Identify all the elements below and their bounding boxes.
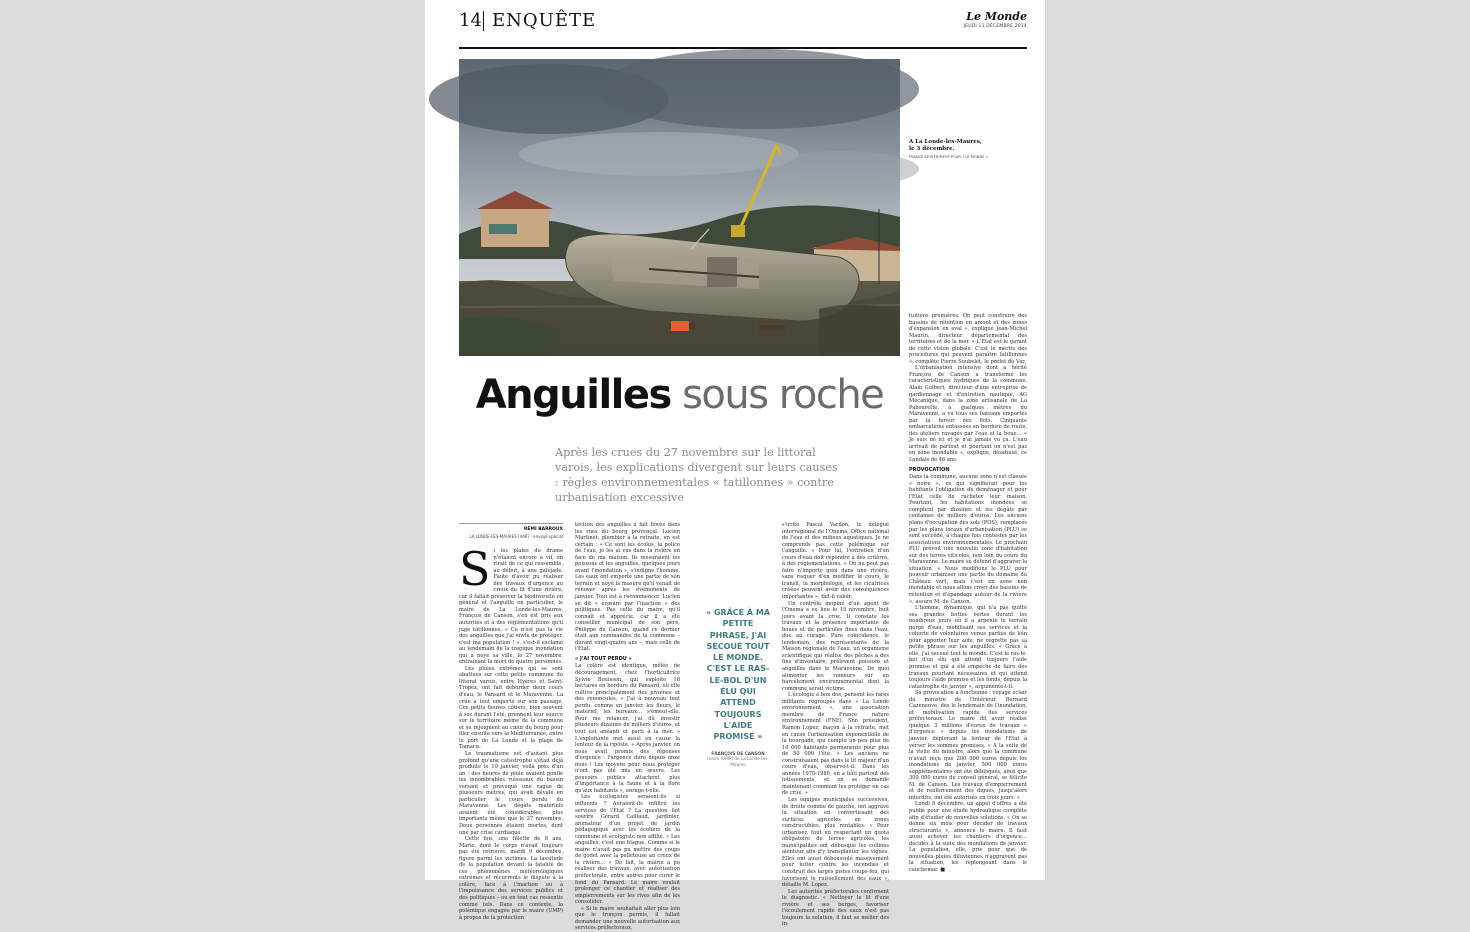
paragraph: tection des anguilles a fait florès dans les rues du bourg provençal. Lucien Martinet, plombier à la retraite, en est certain : « Ce sont les écolos, la police de l'eau, je les ai vus dans la rivière en face de ma maison. Ils mesuraient les poissons et les anguilles, quelques jours avant l'inondation », s'indigne l'homme. Les eaux ont emporté une partie de son terrain et noyé la masure qu'il venait de rénover après les événements de janvier. Tout est à recommencer. Lucien se dit « écœuré par l'inaction » des politiques. Pas celle du maire, qu'il connaît et apprécie, car il a été conseiller municipal de son père, Philippe de Canson, quand ce dernier était aux commandes de la commune – durant vingt-quatre ans –, mais celle de l'Etat. <box>575 522 680 653</box>
issue-date: JEUDI 11 DÉCEMBRE 2014 <box>963 24 1027 29</box>
newspaper-logo: Le Monde <box>966 10 1027 23</box>
paragraph: Les pluies extrêmes qui se sont abattues sur cette petite commune du littoral varois, entre Hyères et Saint-Tropez, ont fait déborder deux cours d'eau, le Pansard et le Maravenne. La crue a tout emporté sur son passage. Ces petits fleuves côtiers, bien souvent à sec durant l'été, prennent leur source sur le territoire même de la commune et se rejoignent au cœur du bourg pour filer ensuite vers la Méditerranée, entre le port de La Londe et la plage de Tamaris. <box>459 665 563 751</box>
headline-bold: Anguilles <box>475 372 671 418</box>
paragraph: La colère est identique, mêlée de découragement, chez l'horticultrice Sylvie Bouisson, qui exploite 18 hectares en bordure du Pansard, où elle cultive principalement des pivoines et des renoncules. « J'ai à nouveau tout perdu, comme en janvier, les fleurs, le matériel, les bureaux… s'émeut-elle. Pour me relancer, j'ai dû investir plusieurs dizaines de milliers d'euros, et tout est anéanti et parti à la mer. » L'exploitante met aussi en cause la lenteur de la riposte. « Après janvier, on nous avait promis des réponses d'urgence : l'urgence dure depuis onze mois ! Les moyens pour nous protéger n'ont pas été mis en œuvre. Les pouvoirs publics attachent plus d'importance à la faune et à la flore qu'aux habitants », enrage-t-elle. <box>575 663 680 794</box>
article-column-1 <box>459 542 563 921</box>
paragraph: Cette fois, une fillette de 8 ans, Marie, dont le corps n'avait toujours pas été retrouvé, mardi 9 décembre, figure parmi les victimes. La lassitude de la population devant la fatalité de ces phénomènes météorologiques extrêmes et récurrents le dispute à la colère, face à l'inaction ou à l'impuissance des services publics et des politiques – ou en tout cas ressentis comme tels. Dans ce contexte, la polémique engagée par le maire (UMP) à propos de la protection <box>459 836 563 921</box>
byline <box>459 523 563 539</box>
subheading: PROVOCATION <box>909 466 950 473</box>
article-standfirst: Après les crues du 27 novembre sur le littoral varois, les explications divergent sur leurs causes : règles environnementales « tatillonnes » contre urbanisation excessive <box>555 446 838 504</box>
caption-text: A La Londe-les-Maures, le 3 décembre. <box>909 139 982 152</box>
page-number: 14 <box>459 10 482 31</box>
header-rule <box>459 47 1027 49</box>
subheading: « J'AI TOUT PERDU » <box>575 655 632 662</box>
article-column-4 <box>909 313 1027 880</box>
paragraph: L'homme, dynamique, qui n'a pas quitté ses grandes bottes vertes durant les nombreux jours où il a arpenté le terrain gorgé d'eau, mobilisant ses services et la cohorte de volontaires venus parfois de loin pour apporter leur aide, ne regrette pas sa petite phrase sur les anguilles. « Grâce à elle, j'ai secoué tout le monde. C'est le ras-le-bol d'un élu qui attend toujours l'aide promise et qui a été empêché de faire des travaux pourtant nécessaires et qui attend toujours l'aide promise et les fonds, depuis la catastrophe de janvier », argumente-t-il. <box>909 605 1027 690</box>
paragraph: Lundi 8 décembre, un appel d'offres a été publié pour une étude hydraulique complète afin d'étudier de nouvelles solutions. « On se donne six mois pour décider de travaux structurants », annonce le maire. Il faut aussi achever les chantiers d'urgence… décidés à la suite des inondations de janvier. La population, elle, prie pour que de nouvelles pluies diluviennes n'aggravent pas la situation, les replongeant dans le cauchemar. ■ <box>909 801 1027 873</box>
paragraph: L'urbanisation intensive dont a hérité François de Canson a transformé les caractéristiques hydriques de la commune. Alain Guibert, directeur d'une entreprise de gardiennage et d'entretien nautique, AG Mécanique, dans la zone artisanale de La Pabourette, à quelques mètres du Maravenne, a vu tous ses bateaux emportés par la fureur des flots. Cinquante embarcations entassées en bordure de route, des ateliers ravagés par l'eau et la boue… « Je suis né ici et je n'ai jamais vu ça. L'eau arrivait de partout et pourtant on n'est pas en zone inondable », explique, désabusé, ce Londais de 46 ans. <box>909 365 1027 464</box>
paragraph: i les plaies du drame n'étaient encore à vif, on rirait de ce qui ressemble, au début, à une galéjade. Faute d'avoir pu réaliser des travaux d'urgence au creux du lit d'une rivière, car il fallait préserver la biodiversité en général et l'anguille en particulier, le maire de La Londe-les-Maures, François de Canson, s'en est pris aux autorités et à des réglementations qu'il juge tatillonnes. « Ce n'est pas la vie des anguilles que j'ai envie de protéger, c'est ma population ! », s'est-il exclamé au lendemain de la tragique inondation qui a noyé sa ville, le 27 novembre, entraînant la mort de quatre personnes. <box>459 548 563 666</box>
photo-caption <box>909 139 989 160</box>
paragraph: Sa provocation a fonctionné : voyage éclair du ministre de l'intérieur, Bernard Cazeneuve, dès le lendemain de l'inondation, et mobilisation rapide des services préfectoraux. Le maire dit avoir réalisé quelque 3 millions d'euros de travaux « d'urgence » depuis les inondations de janvier, déplorant la lenteur de l'Etat à verser les sommes promises. « A la suite de la visite du ministre, alors que la commune n'avait reçu que 200 000 euros depuis les inondations de janvier, 500 000 euros supplémentaires ont été débloqués, ainsi que 300 000 euros du conseil général, se félicite M. de Canson. Les travaux d'empierrement et de renforcement des digues, jusqu'alors interdits, ont été autorisés en trois jours. » <box>909 690 1027 801</box>
dateline: LA LONDE-LES-MAURES (VAR) - envoyé spécial <box>469 534 563 539</box>
paragraph: Un contrôle inopiné d'un agent de l'Onema a eu lieu le 19 novembre, huit jours avant la crue. Il constate les travaux et la présence importante de boues et de particules fines dans l'eau, due au curage. Pure coïncidence, le lendemain, des représentants de la Maison régionale de l'eau, un organisme scientifique qui réalise des pêches à des fins d'inventaire, prélèvent poissons et anguilles dans le Maravenne. De quoi alimenter les rumeurs sur un harcèlement environnemental dont la commune serait victime. <box>782 600 889 692</box>
header-separator <box>483 11 484 31</box>
newspaper-page <box>425 0 1045 932</box>
pull-quote <box>703 607 773 768</box>
paragraph: Les équipes municipales successives, de droite comme de gauche, ont aggravé la situation en convertissant des surfaces agricoles en zones constructibles, plus rentables. « Pour urbaniser, tout en respectant un quota obligatoire de terres agricoles, les municipalités ont débusqué les collines alentour afin d'y transplanter les vignes. Elles ont aussi déboussolé massivement pour lutter contre les incendies et construit des larges pistes coupe-feu, qui favorisent le ruissellement des eaux », détaille M. Lopez. <box>782 796 889 889</box>
paragraph: Les autorités préfectorales confirment le diagnostic. « Nettoyer le lit d'une rivière et ses berges, favoriser l'écoulement rapide des eaux n'est pas toujours la solution, il faut se méfier des in- <box>782 888 889 928</box>
headline-light: sous roche <box>682 372 884 418</box>
pull-quote-role: maire (UMP) de La Londe-les-Maures <box>707 755 769 767</box>
pull-quote-author: FRANÇOIS DE CANSON <box>711 750 765 756</box>
section-title: ENQUÊTE <box>492 10 597 31</box>
pull-quote-text: « GRÂCE À MA PETITE PHRASE, J'AI SECOUÉ TOUT LE MONDE. C'EST LE RAS-LE-BOL D'UN ÉLU QUI ATTEND TOUJOURS L'AIDE PROMISE » <box>705 608 771 742</box>
paragraph: « Si le maire souhaitait aller plus loin que le tronçon permis, il fallait demander une nouvelle autorisation aux services préfectoraux, <box>575 905 680 932</box>
drop-cap: S <box>459 542 491 596</box>
article-photo <box>459 59 900 356</box>
article-column-3 <box>782 522 889 928</box>
photo-credit: FRANCE KEYSER/MYOP POUR « LE MONDE » <box>909 154 988 159</box>
paragraph: Dans la commune, aucune zone n'est classée « noire », ce qui signifierait pour les habitants l'obligation de déménager et pour l'Etat celle de racheter leur maison. Pourtant, les habitations inondées se comptent par dizaines et les dégâts par centaines de milliers d'euros. Les anciens plans d'occupation des sols (POS), remplacés par les plans locaux d'urbanisation (PLU) se sont succédé, à chaque fois contestés par les associations environnementales. Le prochain PLU prévoit une nouvelle zone d'habitation sur des terres viticoles, non loin du cours du Maravenne. Le maire se défend d'aggraver la situation. « Nous modifions le PLU pour pouvoir urbaniser une partie du domaine du Château vert, mais c'est en zone non inondable et nous allons créer des bassins de rétention et d'épandage autour de la rivière », assure M. de Canson. <box>909 474 1027 605</box>
paragraph: tuitions premières. On peut construire des bassins de rétention en amont et des zones d'expansion en aval », explique Jean-Michel Maurin, directeur départemental des territoires et de la mer. « L'Etat est le garant de cette vision globale. C'est le mérite des procédures qui peuvent paraître tatillonnes », complète Pierre Soubelet, le préfet du Var. <box>909 313 1027 365</box>
author-name: RÉMI BARROUX <box>523 527 563 532</box>
page-header <box>459 8 1027 48</box>
paragraph: s'irrite Pascal Vardon, le délégué interrégional de l'Onema, Office national de l'eau et des milieux aquatiques. Je ne comprends pas cette polémique sur l'anguille. » Pour lui, l'entretien d'un cours d'eau doit répondre à des critères, à des réglementations. « On ne peut pas faire n'importe quoi dans une rivière, sans risquer d'en modifier le cours, le transit, la morphologie, et les cicatrices créées peuvent avoir des conséquences importantes », fait-il valoir. <box>782 522 889 601</box>
article-headline <box>459 372 900 418</box>
paragraph: Le traumatisme est d'autant plus profond qu'une catastrophe s'était déjà produite le 19 janvier, voilà près d'un an : des heures de pluie avaient gonflé les innombrables ruisseaux du bassin versant et provoqué une vague de plusieurs mètres, qui avait dévalé en particulier le cours perdu du Maravenne. Les dégâts matériels avaient été considérables, plus importants même que le 27 novembre. Deux personnes étaient mortes, dont une par crise cardiaque. <box>459 750 563 836</box>
article-column-2 <box>575 522 680 932</box>
paragraph: Les écologistes seraient-ils si influents ? Auraient-ils infiltré les services de l'Etat ? La question fait sourire Gérard Caillaud, jardinier, animateur d'un projet de jardin pédagogique avec les écoliers de la commune et écologiste non affilié. « Les anguilles, c'est une blague. Comme si le maire n'avait pas pu mettre des coups de godet avec la pelleteuse au creux de la rivière… » De fait, la mairie a pu réaliser des travaux, avec autorisation préfectorale, entre autres pour curer le fond du Pansard. Le maire voulait prolonger ce chantier et réaliser des empierrements sur les rives afin de les consolider. <box>575 794 680 906</box>
paragraph: L'écologie a bon dos, pensent les rares militants regroupés dans « La Londe environnement », une association membre de France nature environnement (FNE). Son président, Ramon Lopez, maçon à la retraite, met en cause l'urbanisation exponentielle de la bourgade, qui compte un peu plus de 10 000 habitants permanents pour plus de 50 000 l'été. « Les anciens ne construisaient pas dans le lit majeur d'un cours d'eau, observe-t-il. Dans les années 1970-1980, on a bâti partout des lotissements, et on se demande maintenant comment les protéger en cas de crue. » <box>782 692 889 797</box>
